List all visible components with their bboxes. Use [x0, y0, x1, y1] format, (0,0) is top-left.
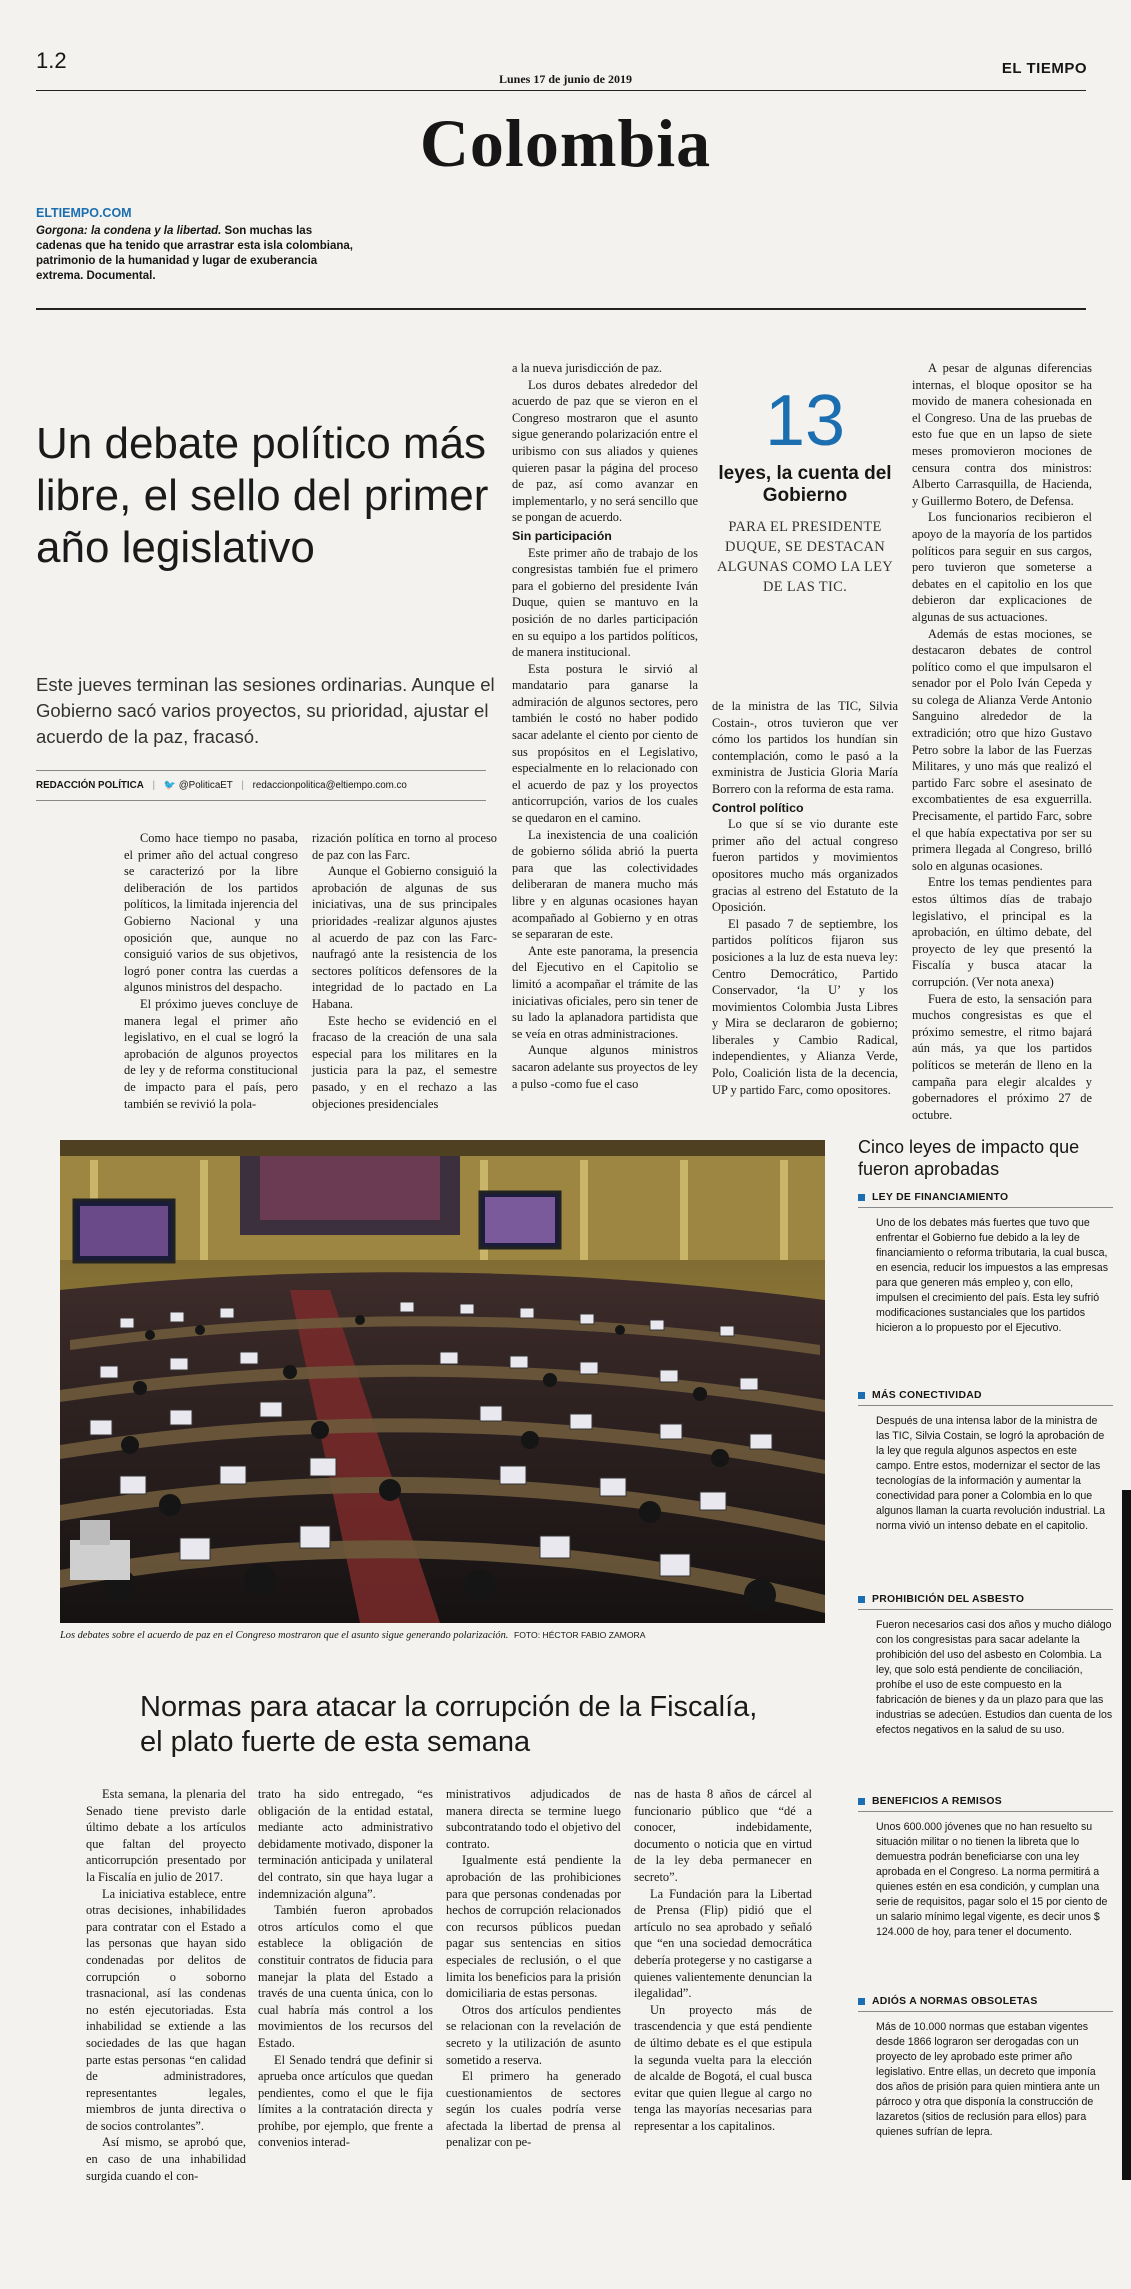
sidebar-title: Cinco leyes de impacto que fueron aprobadas: [858, 1137, 1080, 1179]
second-headline: Normas para atacar la corrupción de la Fiscalía, el plato fuerte de esta semana: [140, 1691, 758, 1758]
paragraph: Ante este panorama, la presencia del Ejecutivo en el Capitolio se limitó a acompañar el trámite de las iniciativas oficiales, pero sin tener de su lado la aplanadora partidista que se veía en otras administraciones.: [512, 943, 698, 1041]
sidebar-item-financiamiento: [858, 1190, 1113, 1336]
subhead: Control político: [712, 800, 804, 815]
sidebar-item-text: Más de 10.000 normas que estaban vigentes desde 1866 lograron ser derogadas con un proyecto de ley aprobado este primer año legislativo. Entre ellas, un decreto que imponía dos años de prisión para quien mintiera ante un párroco y otra que disponía la construcción de lazaretos (sitios de reclusión para ellos) para quienes sufrían de lepra.: [876, 2021, 1100, 2138]
byline-twitter[interactable]: @PoliticaET: [178, 780, 233, 791]
sidebar-item-normas-obsoletas: [858, 1994, 1113, 2140]
sidebar-item-heading: PROHIBICIÓN DEL ASBESTO: [858, 1592, 1113, 1610]
byline-author: REDACCIÓN POLÍTICA: [36, 780, 144, 791]
photo-caption: [60, 1628, 830, 1643]
paragraph: trato ha sido entregado, “es obligación de la entidad estatal, mediante acto administrativo debidamente motivado, disponer la terminación anticipada y unilateral del contrato, sin que haya lugar a indemnización alguna”.: [258, 1787, 433, 1901]
sidebar-item-text: Fueron necesarios casi dos años y mucho diálogo con los congresistas para sacar adelante la prohibición del uso del asbesto en Colombia. La ley, que solo está pendiente de conciliación, prohíbe el uso de este compuesto en la fabricación de bienes y da un plazo para que las industrias se adecúen. Estudios dan cuenta de los efectos negativos en la salud de su uso.: [876, 1619, 1113, 1736]
section-rule: [36, 308, 1086, 310]
paragraph: rización política en torno al proceso de paz con las Farc.: [312, 831, 497, 862]
paragraph: Entre los temas pendientes para estos últimos días de trabajo legislativo, el principal es la aprobación, en último debate, del proyecto de ley que presentó la Fiscalía y busca atacar la corrupción. (Ver nota anexa): [912, 875, 1092, 989]
lead-headline: Un debate político más libre, el sello del primer año legislativo: [36, 419, 489, 572]
paragraph: Como hace tiempo no pasaba, el primer año del actual congreso se caracterizó por la libre deliberación de los partidos políticos, la limitada injerencia del Gobierno Nacional y una oposición que, aunque no consiguió varios de sus objetivos, logró poner contra las cuerdas a algunos ministros del despacho.: [124, 831, 298, 995]
paragraph: a la nueva jurisdicción de paz.: [512, 361, 663, 375]
paragraph: nas de hasta 8 años de cárcel al funcionario público que “dé a conocer, indebidamente, documento o noticia que en virtud de la ley deba permanecer en secreto”.: [634, 1787, 812, 1884]
paragraph: Este hecho se evidenció en el fracaso de la creación de una sala especial para los militares en la justicia para la paz, el semestre pasado, y en el rechazo a las objeciones presidenciales: [312, 1013, 497, 1111]
sidebar-item-remisos: [858, 1794, 1113, 1940]
paragraph: La iniciativa establece, entre otras decisiones, inhabilidades para contratar con el Estado a las personas que hayan sido condenadas por delitos de corrupción o soborno trasnacional, así las condenas no estén ejecutoriadas. Esta inhabilidad se extiende a las sociedades de las que hagan parte estas personas “en calidad de administradores, representantes legales, miembros de junta directiva o de socios controlantes”.: [86, 1886, 246, 2133]
second-col-4: [634, 1786, 812, 2134]
second-col-1: [86, 1786, 246, 2184]
stat-title: leyes, la cuenta del Gobierno: [718, 463, 892, 506]
promo-block[interactable]: [36, 224, 356, 284]
sidebar-item-text: Unos 600.000 jóvenes que no han resuelto su situación militar o no tienen la libreta que lo demuestra podrán beneficiarse con una ley aprobada en el Congreso. La norma permitirá a quienes estén en esa condición, y cumplan una serie de requisitos, pagar solo el 15 por ciento de un salario mínimo legal vigente, es decir unos $ 124.000 de hoy, para tener el documento.: [876, 1821, 1108, 1938]
lead-col-4: [712, 698, 898, 1098]
paragraph: El pasado 7 de septiembre, los partidos políticos fijaron sus posiciones a la luz de esta nueva ley: Centro Democrático, Partido Conservador, ‘la U’ y los movimientos Colombia Justa Libres y Mira se declararon de gobierno; liberales y Cambio Radical, independientes, y Alianza Verde, Polo, Coalición lista de la decencia, UP y partido Farc, como opositores.: [712, 916, 898, 1097]
subhead: Sin participación: [512, 528, 612, 543]
paragraph: El primero ha generado cuestionamientos de sectores según los cuales podría verse afectada la libertad de prensa al penalizar con pe-: [446, 2069, 621, 2150]
brand-logo: EL TIEMPO: [1001, 60, 1087, 77]
masthead-rule: [36, 90, 1086, 91]
section-title: Colombia: [419, 105, 712, 181]
paragraph: Aunque algunos ministros sacaron adelante sus proyectos de ley a pulso -como fue el caso: [512, 1043, 698, 1091]
paragraph: Lo que sí se vio durante este primer año del actual congreso fueron partidos y movimientos opositores mucho más organizados gracias al estreno del Estatuto de la Oposición.: [712, 817, 898, 915]
paragraph: Igualmente está pendiente la aprobación de las prohibiciones para que personas condenadas por hechos de corrupción relacionados con recursos públicos puedan pagar sus sentencias en sitios especiales de reclusión, o el que limita los beneficios para la prisión domiciliaria de estas personas.: [446, 1853, 621, 2001]
lead-col-3: [512, 360, 698, 1092]
paragraph: Este primer año de trabajo de los congresistas también fue el primero para el gobierno del presidente Iván Duque, quien se mantuvo en la posición de no darles participación en su equipo a los partidos políticos, de manera institucional.: [512, 545, 698, 660]
senate-chamber-image: [60, 1140, 825, 1623]
paragraph: La Fundación para la Libertad de Prensa (Flip) pidió que el artículo no sea aprobado y señaló que “en una sociedad democrática debería protegerse y no castigarse a quienes valientemente denuncian la ilegalidad”.: [634, 1886, 812, 2001]
stat-text: PARA EL PRESIDENTE DUQUE, SE DESTACAN ALGUNAS COMO LA LEY DE LAS TIC.: [716, 519, 894, 595]
paragraph: Así mismo, se aprobó que, en caso de una inhabilidad surgida cuando el con-: [86, 2135, 246, 2183]
sidebar-item-text: Uno de los debates más fuertes que tuvo que enfrentar el Gobierno fue debido a la ley de financiamiento o reforma tributaria, la cual busca, en esencia, reducir los impuestos a las empresas para que generen más empleo y, con ello, impulsen el crecimiento del país. Esta ley sufrió modificaciones sustanciales que los partidos hicieron a lo propuesto por el Ejecutivo.: [876, 1217, 1108, 1334]
paragraph: Los duros debates alrededor del acuerdo de paz que se vieron en el Congreso mostraron que el asunto sigue generando polarización entre el uribismo con sus aliados y quienes quieren pasar la página del proceso de paz, así como avanzar en implementarlo, y no será sencillo que se pongan de acuerdo.: [512, 377, 698, 525]
paragraph: Los funcionarios recibieron el apoyo de la mayoría de los partidos políticos para seguir en sus cargos, pero tuvieron que someterse a debates en el capitolio en los que debieron dar explicaciones de algunas de sus actuaciones.: [912, 510, 1092, 624]
sidebar-item-conectividad: [858, 1388, 1113, 1534]
byline-rule-bottom: [36, 800, 486, 801]
lead-deck: Este jueves terminan las sesiones ordinarias. Aunque el Gobierno sacó varios proyectos, su prioridad, ajustar el acuerdo de la paz, fracasó.: [36, 674, 495, 747]
second-col-3: [446, 1786, 621, 2151]
paragraph: Aunque el Gobierno consiguió la aprobación de algunas de sus iniciativas, una de sus principales prioridades -realizar algunos ajustes al acuerdo de paz con las Farc- naufragó ante la resistencia de los sectores políticos defensores de la integridad de lo pactado en La Habana.: [312, 864, 497, 1011]
paragraph: Además de estas mociones, se destacaron debates de control político como el que impulsaron el senador por el Polo Iván Cepeda y su colega de Alianza Verde Antonio Sanguino alrededor de la extradición; otro que hizo Gustavo Petro sobre la labor de las Fuerzas Militares, y uno más que realizó el partido Farc sobre el asesinato de excombatientes de esa exguerrilla. Precisamente, el partido Farc, sobre el que había expectativa por ser su primera llegada al Congreso, brilló solo en algunas ocasiones.: [912, 626, 1092, 873]
stat-box: [712, 381, 898, 597]
byline-email[interactable]: redaccionpolitica@eltiempo.com.co: [252, 780, 407, 791]
lead-col-1: [124, 830, 298, 1112]
paragraph: ministrativos adjudicados de manera directa se termine luego subcontratando todo el objetivo del contrato.: [446, 1787, 621, 1851]
promo-text: Son muchas las cadenas que ha tenido que arrastrar esta isla colombiana, patrimonio de la humanidad y lugar de exuberancia extrema. Documental.: [36, 225, 354, 282]
caption-credit: FOTO: HÉCTOR FABIO ZAMORA: [514, 1630, 646, 1640]
lead-col-5: [912, 360, 1092, 1123]
paragraph: La inexistencia de una coalición de gobierno sólida abrió la puerta para que las colectividades deliberaran de manera mucho más libre y en algunas ocasiones hayan acompañado al Gobierno y en otras se separaran de este.: [512, 827, 698, 942]
paragraph: También fueron aprobados otros artículos como el que establece la obligación de constituir contratos de fiducia para manejar la plata del Estado a través de una cuenta única, con lo cual habría más control a los movimientos de los recursos del Estado.: [258, 1903, 433, 2050]
promo-site[interactable]: ELTIEMPO.COM: [36, 206, 132, 220]
promo-title: Gorgona: la condena y la libertad.: [36, 225, 222, 237]
issue-date: Lunes 17 de junio de 2019: [498, 72, 633, 86]
sidebar-item-heading: MÁS CONECTIVIDAD: [858, 1388, 1113, 1406]
caption-text: Los debates sobre el acuerdo de paz en el Congreso mostraron que el asunto sigue generando polarización.: [60, 1630, 509, 1641]
paragraph: Esta semana, la plenaria del Senado tiene previsto darle último debate a los artículos que faltan del proyecto anticorrupción presentado por la Fiscalía en julio de 2017.: [86, 1787, 246, 1884]
paragraph: Un proyecto más de trascendencia y que está pendiente de último debate es el que estipula la segunda vuelta para la elección de alcalde de Bogotá, el cual busca evitar que quien llegue al cargo no tenga las mayorías necesarias para representar a los capitalinos.: [634, 2002, 812, 2133]
twitter-icon: 🐦: [163, 780, 176, 791]
sidebar-item-heading: LEY DE FINANCIAMIENTO: [858, 1190, 1113, 1208]
sidebar-item-heading: BENEFICIOS A REMISOS: [858, 1794, 1113, 1812]
paragraph: El Senado tendrá que definir si aprueba once artículos que quedan pendientes, como el que le fija límites a la contratación directa y prohíbe, por ejemplo, que frente a convenios interad-: [258, 2052, 433, 2150]
second-col-2: [258, 1786, 433, 2151]
paragraph: Otros dos artículos pendientes se relacionan con la revelación de secreto y la utilización de asunto sometido a reserva.: [446, 2002, 621, 2067]
sidebar-item-asbesto: [858, 1592, 1113, 1738]
stat-number: 13: [764, 381, 846, 461]
byline-rule-top: [36, 770, 486, 771]
paragraph: de la ministra de las TIC, Silvia Costain-, otros tuvieron que ver cómo los partidos los hundían sin contemplación, como le pasó a la exministra de Justicia Gloria María Borrero con la reforma de esta rama.: [712, 699, 898, 796]
edge-mark: [1122, 1490, 1131, 2180]
paragraph: A pesar de algunas diferencias internas, el bloque opositor se ha movido de manera cohesionada en el Congreso. Una de las pruebas de esto fue que en un lapso de siete meses promovieron mociones de censura contra dos ministros: Alberto Carrasquilla, de Hacienda, y Guillermo Botero, de Defensa.: [912, 361, 1092, 508]
page-number: 1.2: [36, 48, 67, 73]
lead-col-2: [312, 830, 497, 1112]
senate-photo: [60, 1140, 825, 1623]
paragraph: El próximo jueves concluye de manera legal el primer año legislativo, en el cual se logró la aprobación de algunos proyectos de ley y de reforma constitucional de impacto para el país, pero también se revivió la pola-: [124, 996, 298, 1111]
paragraph: Esta postura le sirvió al mandatario para ganarse la admiración de algunos sectores, pero también le costó no haber podido sacar adelante el ciento por ciento de sus propósitos en el Legislativo, especialmente en lo relacionado con el acuerdo de paz y los proyectos anticorrupción, varios de los cuales se quedaron en el camino.: [512, 661, 698, 826]
sidebar-item-text: Después de una intensa labor de la ministra de las TIC, Silvia Costain, se logró la aprobación de la ley que regula algunos aspectos en este campo. Entre estos, modernizar el sector de las tecnologías de la información y aumentar la conectividad para poner a Colombia en lo que algunos llaman la cuarta revolución industrial. La norma vivió un intenso debate en el capitolio.: [876, 1415, 1106, 1532]
sidebar-item-heading: ADIÓS A NORMAS OBSOLETAS: [858, 1994, 1113, 2012]
paragraph: Fuera de esto, la sensación para muchos congresistas es que el próximo semestre, el ritmo bajará aún más, ya que los partidos políticos se meterán de lleno en la campaña para elegir alcaldes y gobernadores el próximo 27 de octubre.: [912, 991, 1092, 1122]
byline: REDACCIÓN POLÍTICA | 🐦 @PoliticaET | redaccionpolitica@eltiempo.com.co: [36, 780, 407, 791]
